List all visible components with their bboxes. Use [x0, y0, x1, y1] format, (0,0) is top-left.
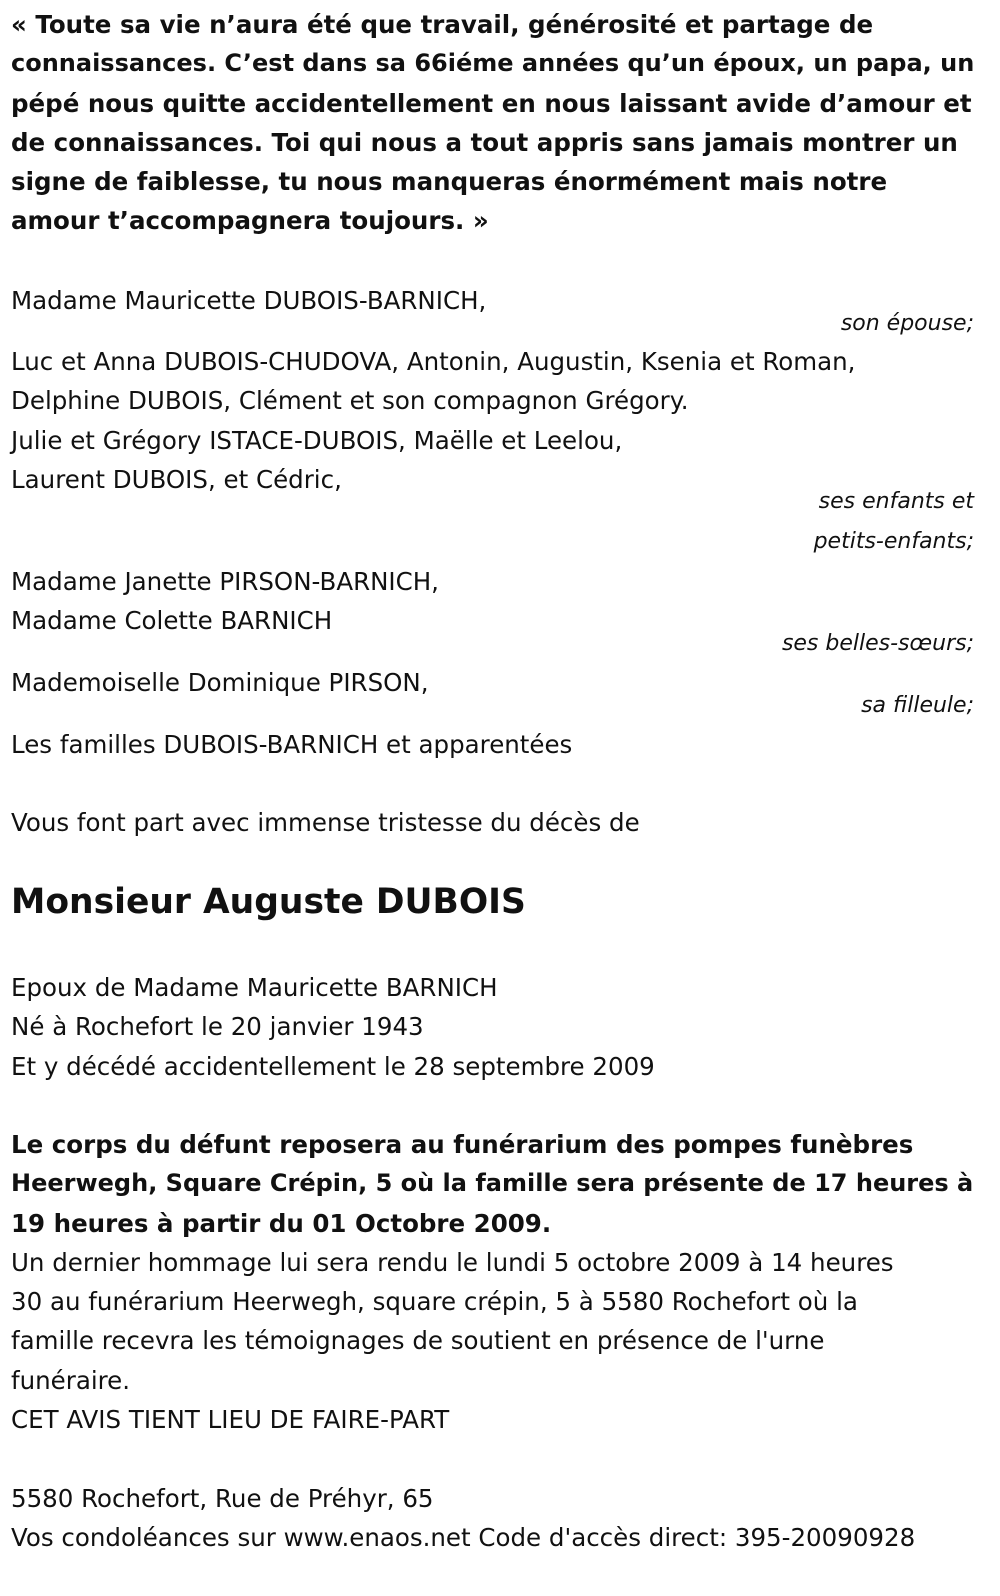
quote-line: de connaissances. Toi qui nous a tout appris sans jamais montrer un — [11, 127, 958, 157]
deceased-name: Monsieur Auguste DUBOIS — [11, 882, 526, 922]
goddaughter-name: Mademoiselle Dominique PIRSON, — [11, 668, 429, 697]
funeral-text-line: Un dernier hommage lui sera rendu le lundi 5 octobre 2009 à 14 heures — [11, 1247, 894, 1277]
funeral-text-line: CET AVIS TIENT LIEU DE FAIRE-PART — [11, 1405, 450, 1435]
funeral-text-line: funéraire. — [11, 1365, 131, 1395]
families-line: Les familles DUBOIS-BARNICH et apparentées — [11, 730, 573, 759]
quote-line: pépé nous quitte accidentellement en nous laissant avide d’amour et — [11, 88, 972, 118]
quote-line: amour t’accompagnera toujours. » — [11, 206, 489, 236]
sisters-line: Madame Colette BARNICH — [11, 606, 333, 636]
children-line: Laurent DUBOIS, et Cédric, — [11, 464, 342, 494]
detail-line: Et y décédé accidentellement le 28 septembre 2009 — [11, 1051, 655, 1081]
funeral-text-line: 30 au funérarium Heerwegh, square crépin, 5 à 5580 Rochefort où la — [11, 1287, 858, 1317]
funeral-text-line: famille recevra les témoignages de soutient en présence de l'urne — [11, 1326, 825, 1356]
goddaughter-relation: sa filleule; — [861, 693, 974, 718]
sisters-relation: ses belles-sœurs; — [781, 631, 974, 656]
spouse-relation: son épouse; — [840, 311, 974, 336]
funeral-bold-line: 19 heures à partir du 01 Octobre 2009. — [11, 1208, 552, 1238]
quote-line: « Toute sa vie n’aura été que travail, générosité et partage de — [11, 10, 874, 39]
quote-line: signe de faiblesse, tu nous manqueras énormément mais notre — [11, 167, 888, 197]
quote-block — [11, 5, 974, 241]
condolences-line: Vos condoléances sur www.enaos.net Code d'accès direct: 395-20090928 — [11, 1523, 916, 1552]
sisters-line: Madame Janette PIRSON-BARNICH, — [11, 567, 439, 596]
spouse-name: Madame Mauricette DUBOIS-BARNICH, — [11, 286, 487, 315]
announcement: Vous font part avec immense tristesse du décès de — [11, 808, 640, 837]
funeral-bold-line: Le corps du défunt reposera au funérarium des pompes funèbres — [11, 1130, 914, 1159]
children-line: Luc et Anna DUBOIS-CHUDOVA, Antonin, Augustin, Ksenia et Roman, — [11, 347, 856, 376]
detail-line: Né à Rochefort le 20 janvier 1943 — [11, 1012, 424, 1042]
children-line: Julie et Grégory ISTACE-DUBOIS, Maëlle et Leelou, — [11, 425, 623, 455]
detail-line: Epoux de Madame Mauricette BARNICH — [11, 973, 498, 1002]
funeral-block — [11, 1125, 974, 1439]
children-line: Delphine DUBOIS, Clément et son compagnon Grégory. — [11, 386, 689, 416]
details-block — [11, 968, 974, 1086]
children-relation: ses enfants et — [818, 489, 974, 514]
children-block — [11, 342, 974, 499]
quote-line: connaissances. C’est dans sa 66iéme années qu’un époux, un papa, un — [11, 49, 975, 78]
children-relation: petits-enfants; — [813, 529, 974, 554]
funeral-bold-line: Heerwegh, Square Crépin, 5 où la famille sera présente de 17 heures à — [11, 1169, 974, 1198]
address: 5580 Rochefort, Rue de Préhyr, 65 — [11, 1484, 434, 1513]
